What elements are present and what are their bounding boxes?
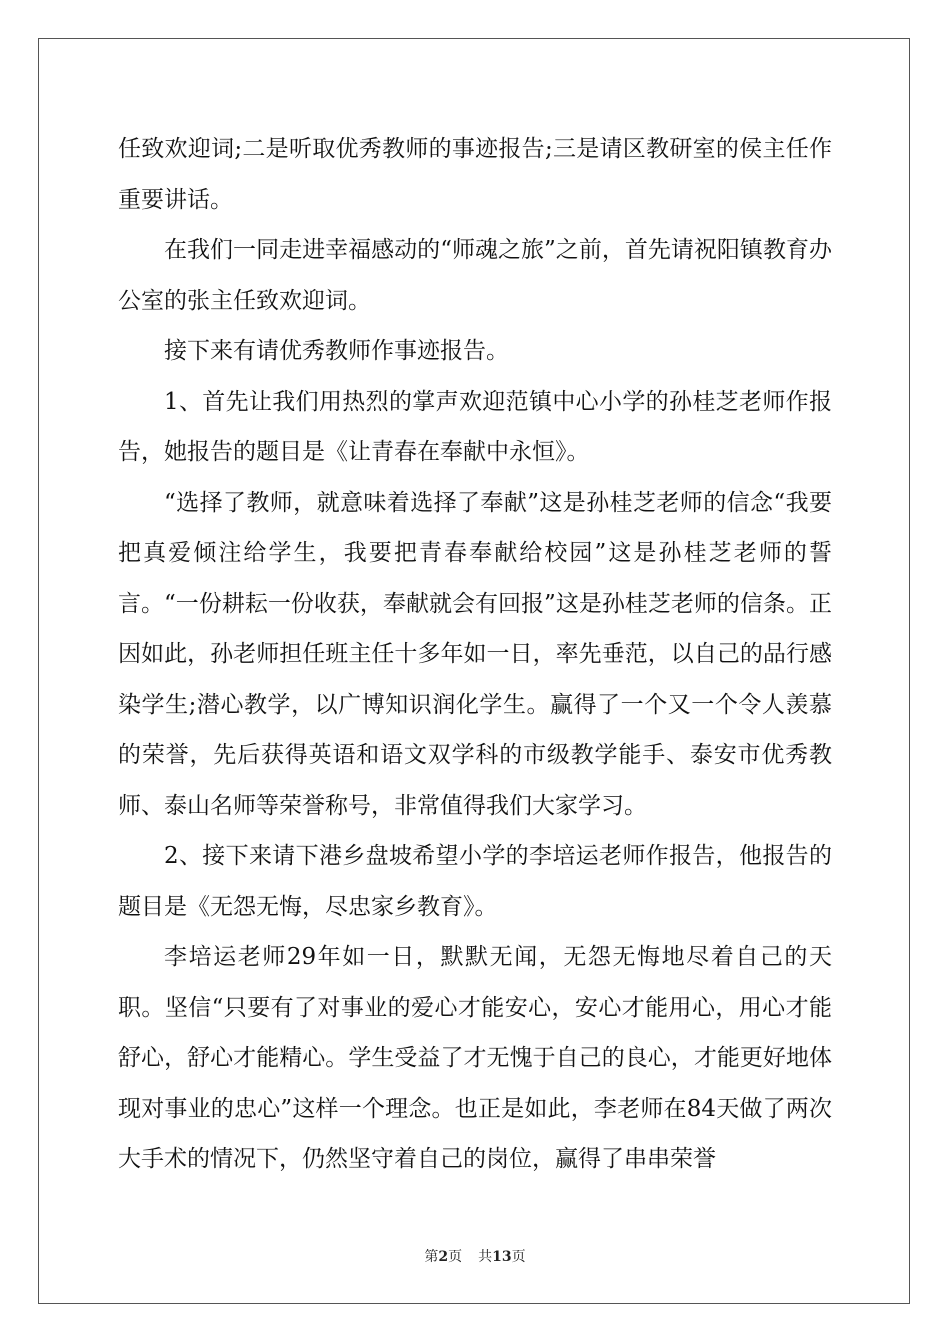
- page-suffix: 页: [448, 1249, 463, 1265]
- page-prefix: 第: [424, 1249, 439, 1265]
- page-footer: [0, 1246, 950, 1266]
- paragraph-5: “选择了教师，就意味着选择了奉献”这是孙桂芝老师的信念“我要把真爱倾注给学生，我要把青春奉献给校园”这是孙桂芝老师的誓言。“一份耕耘一份收获，奉献就会有回报”这是孙桂芝老师的信条。正因如此，孙老师担任班主任十多年如一日，率先垂范，以自己的品行感染学生;潜心教学，以广博知识润化学生。赢得了一个又一个令人羡慕的荣誉，先后获得英语和语文双学科的市级教学能手、泰安市优秀教师、泰山名师等荣誉称号，非常值得我们大家学习。: [118, 489, 832, 819]
- total-suffix: 页: [511, 1249, 526, 1265]
- paragraph-3: 接下来有请优秀教师作事迹报告。: [164, 338, 509, 364]
- document-body: [118, 124, 832, 1185]
- paragraph-2: 在我们一同走进幸福感动的“师魂之旅”之前，首先请祝阳镇教育办公室的张主任致欢迎词。: [118, 237, 832, 314]
- paragraph-1: 任致欢迎词;二是听取优秀教师的事迹报告;三是请区教研室的侯主任作重要讲话。: [118, 136, 832, 213]
- paragraph-7: 李培运老师29年如一日，默默无闻，无怨无悔地尽着自己的天职。坚信“只要有了对事业的爱心才能安心，安心才能用心，用心才能舒心，舒心才能精心。学生受益了才无愧于自己的良心，才能更好地体现对事业的忠心”这样一个理念。也正是如此，李老师在84天做了两次大手术的情况下，仍然坚守着自己的岗位，赢得了串串荣誉: [118, 944, 832, 1172]
- page-number: 2: [438, 1249, 449, 1265]
- paragraph-6: 2、接下来请下港乡盘坡希望小学的李培运老师作报告，他报告的题目是《无怨无悔，尽忠家乡教育》。: [118, 843, 832, 920]
- total-prefix: 共: [478, 1249, 493, 1265]
- total-pages: 13: [492, 1249, 512, 1265]
- paragraph-4: 1、首先让我们用热烈的掌声欢迎范镇中心小学的孙桂芝老师作报告，她报告的题目是《让青春在奉献中永恒》。: [118, 388, 832, 465]
